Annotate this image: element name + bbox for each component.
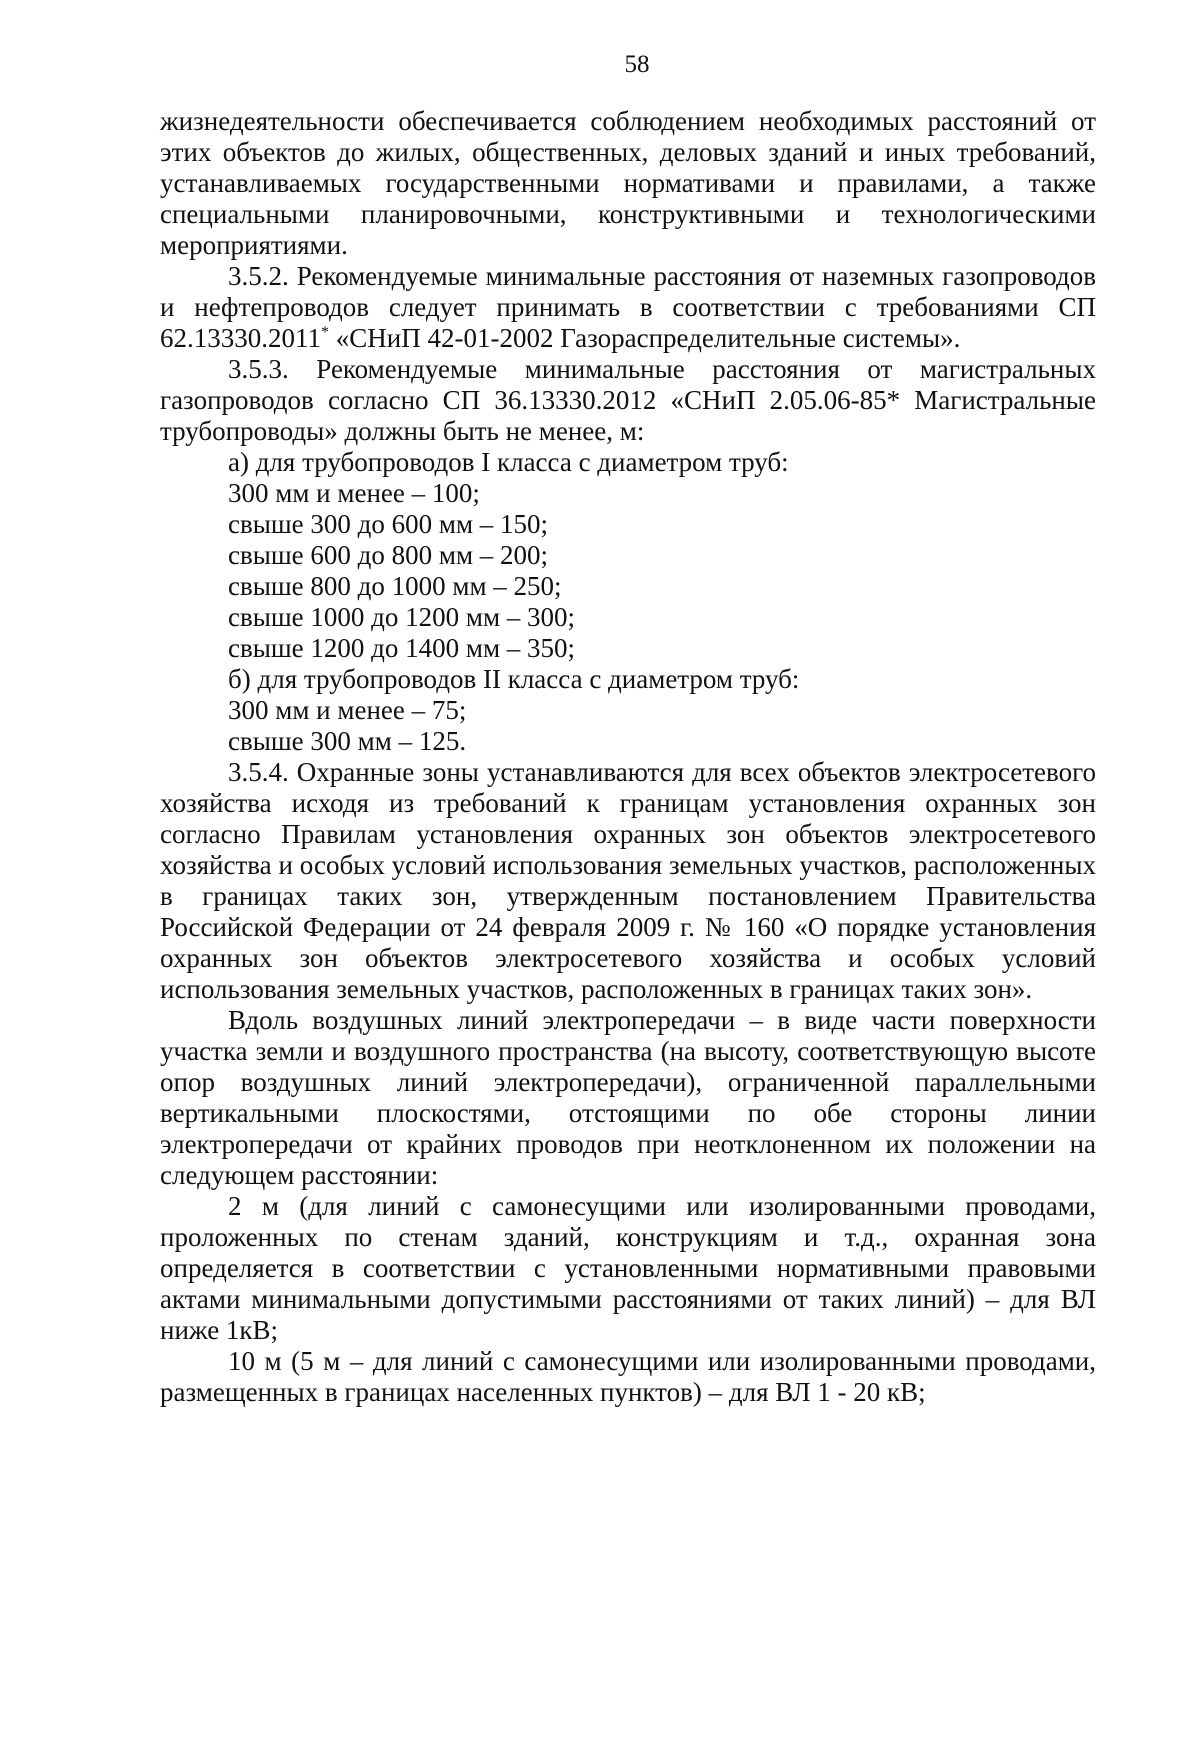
paragraph-3-5-3: 3.5.3. Рекомендуемые минимальные расстояния от магистральных газопроводов согласно СП 36.13330.2012 «СНиП 2.05.06-85* Магистральные трубопроводы» должны быть не менее, м: (160, 354, 1096, 446)
list-item: свыше 600 до 800 мм – 200; (228, 540, 549, 570)
paragraph-3-5-2-text: 3.5.2. Рекомендуемые минимальные расстояния от наземных газопроводов и нефтепроводов следует принимать в соответствии с требованиями СП 62.13330.2011 (160, 261, 1096, 353)
paragraph-overhead-lines: Вдоль воздушных линий электропередачи – в виде части поверхности участка земли и воздушного пространства (на высоту, соответствующую высоте опор воздушных линий электропередачи), ограниченной параллельными вертикальными плоскостями, отстоящими по обе стороны линии электропередачи от крайних проводов при неотклоненном их положении на следующем расстоянии: (160, 1005, 1096, 1190)
paragraph-3-5-2-cont: «СНиП 42-01-2002 Газораспределительные системы». (335, 323, 961, 353)
paragraph-10m: 10 м (5 м – для линий с самонесущими или изолированными проводами, размещенных в границах населенных пунктов) – для ВЛ 1 - 20 кВ; (160, 1346, 1096, 1407)
list-item: 300 мм и менее – 100; (228, 478, 480, 508)
list-item: 300 мм и менее – 75; (228, 695, 467, 725)
list-b-heading: б) для трубопроводов II класса с диаметром труб: (228, 664, 800, 694)
page-number: 58 (624, 51, 650, 78)
list-item: свыше 1200 до 1400 мм – 350; (228, 633, 576, 663)
paragraph-3-5-2 (160, 261, 1096, 354)
list-item: свыше 800 до 1000 мм – 250; (228, 571, 562, 601)
list-item: свыше 300 мм – 125. (228, 726, 467, 756)
list-item: свыше 1000 до 1200 мм – 300; (228, 602, 576, 632)
paragraph-intro: жизнедеятельности обеспечивается соблюдением необходимых расстояний от этих объектов до жилых, общественных, деловых зданий и иных требований, устанавливаемых государственными нормативами и правилами, а также специальными планировочными, конструктивными и технологическими мероприятиями. (160, 106, 1096, 260)
paragraph-3-5-4: 3.5.4. Охранные зоны устанавливаются для всех объектов электросетевого хозяйства исходя из требований к границам установления охранных зон согласно Правилам установления охранных зон объектов электросетевого хозяйства и особых условий использования земельных участков, расположенных в границах таких зон, утвержденным постановлением Правительства Российской Федерации от 24 февраля 2009 г. № 160 «О порядке установления охранных зон объектов электросетевого хозяйства и особых условий использования земельных участков, расположенных в границах таких зон». (160, 757, 1096, 1004)
paragraph-2m: 2 м (для линий с самонесущими или изолированными проводами, проложенных по стенам зданий, конструкциям и т.д., охранная зона определяется в соответствии с установленными нормативными правовыми актами минимальными допустимыми расстояниями от таких линий) – для ВЛ ниже 1кВ; (160, 1191, 1096, 1345)
list-a-heading: а) для трубопроводов I класса с диаметром труб: (228, 447, 789, 477)
list-item: свыше 300 до 600 мм – 150; (228, 509, 549, 539)
superscript-mark: * (321, 324, 329, 341)
